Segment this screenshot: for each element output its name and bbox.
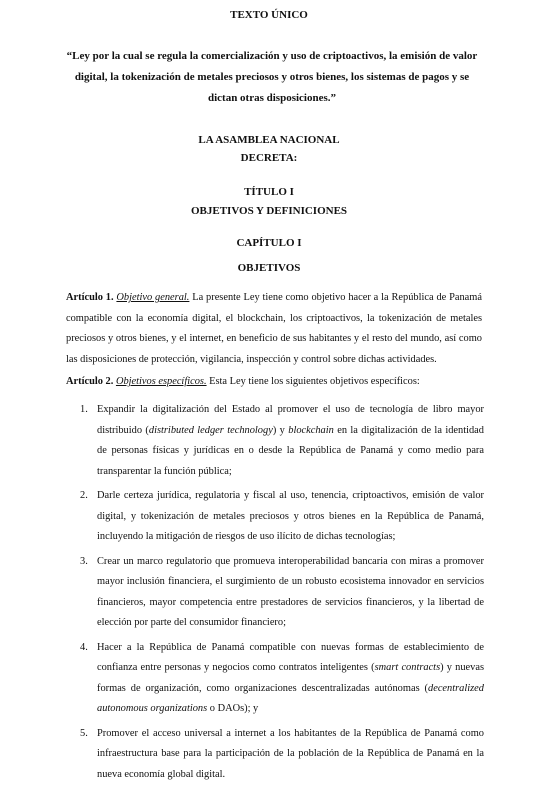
article-2-text: Esta Ley tiene los siguientes objetivos específicos:: [207, 376, 420, 387]
document-heading: TEXTO ÚNICO: [0, 9, 538, 21]
list-item: [80, 552, 484, 634]
article-1: [66, 288, 482, 370]
list-item: [80, 486, 484, 548]
list-item-text: ) y nuevas formas de organización, como organizaciones descentralizadas autónomas (: [97, 662, 484, 694]
article-2-subtitle: Objetivos específicos.: [116, 376, 207, 387]
article-2: [66, 372, 482, 393]
title-number: TÍTULO I: [0, 186, 538, 198]
list-item-italic: distributed ledger technology: [149, 425, 273, 436]
assembly-heading: LA ASAMBLEA NACIONAL: [0, 134, 538, 146]
list-item-text: Expandir la digitalización del Estado al promover el uso de tecnología de libro mayor distribuido (: [97, 404, 484, 436]
article-1-subtitle: Objetivo general.: [116, 292, 189, 303]
objectives-list: [80, 400, 484, 785]
list-item-number: 2.: [80, 486, 88, 507]
chapter-number: CAPÍTULO I: [0, 237, 538, 249]
list-item-text: ) y: [273, 425, 288, 436]
article-2-label: Artículo 2.: [66, 376, 113, 387]
list-item-number: 3.: [80, 552, 88, 573]
list-item-number: 5.: [80, 724, 88, 745]
list-item-italic: blockchain: [288, 425, 334, 436]
title-name: OBJETIVOS Y DEFINICIONES: [0, 205, 538, 217]
law-title: “Ley por la cual se regula la comercialización y uso de criptoactivos, la emisión de valor digital, la tokenización de metales preciosos y otros bienes, los sistemas de pagos y se dictan otras disposiciones.”: [66, 46, 478, 109]
list-item-text: Darle certeza jurídica, regulatoria y fiscal al uso, tenencia, criptoactivos, emisión de valor digital, y tokenización de metales preciosos y otros bienes en la República de Panamá, incluyendo la mitigación de riesgos de uso ilícito de dichas tecnologías;: [97, 490, 484, 542]
decrees-heading: DECRETA:: [0, 152, 538, 164]
list-item-text: en la digitalización de la identidad de personas físicas y jurídicas en o desde la República de Panamá y como medio para transparentar la función pública;: [97, 425, 484, 477]
list-item-text: Promover el acceso universal a internet a los habitantes de la República de Panamá como infraestructura base para la participación de la población de la República de Panamá en la nueva economía global digital.: [97, 728, 484, 780]
list-item: [80, 638, 484, 720]
list-item-number: 4.: [80, 638, 88, 659]
list-item-text: Hacer a la República de Panamá compatible con nuevas formas de establecimiento de confianza entre personas y negocios como contratos inteligentes (: [97, 642, 484, 674]
list-item-text: Crear un marco regulatorio que promueva interoperabilidad bancaria con miras a promover mayor inclusión financiera, el surgimiento de un robusto ecosistema innovador en servicios financieros, mayor competencia entre prestadores de servicios financieros, y la libertad de elección por parte del consumidor financiero;: [97, 556, 484, 629]
list-item: [80, 724, 484, 785]
list-item: [80, 400, 484, 482]
article-1-text: La presente Ley tiene como objetivo hacer a la República de Panamá compatible con la economía digital, el blockchain, los criptoactivos, la tokenización de metales preciosos y otros bienes, y el internet, en beneficio de sus habitantes y el resto del mundo, así como las disposiciones de protección, vigilancia, inspección y control sobre dichas actividades.: [66, 292, 482, 365]
list-item-number: 1.: [80, 400, 88, 421]
chapter-name: OBJETIVOS: [0, 262, 538, 274]
list-item-italic: smart contracts: [375, 662, 441, 673]
article-1-label: Artículo 1.: [66, 292, 114, 303]
list-item-italic: decentralized autonomous organizations: [97, 683, 484, 715]
list-item-text: o DAOs); y: [207, 703, 258, 714]
